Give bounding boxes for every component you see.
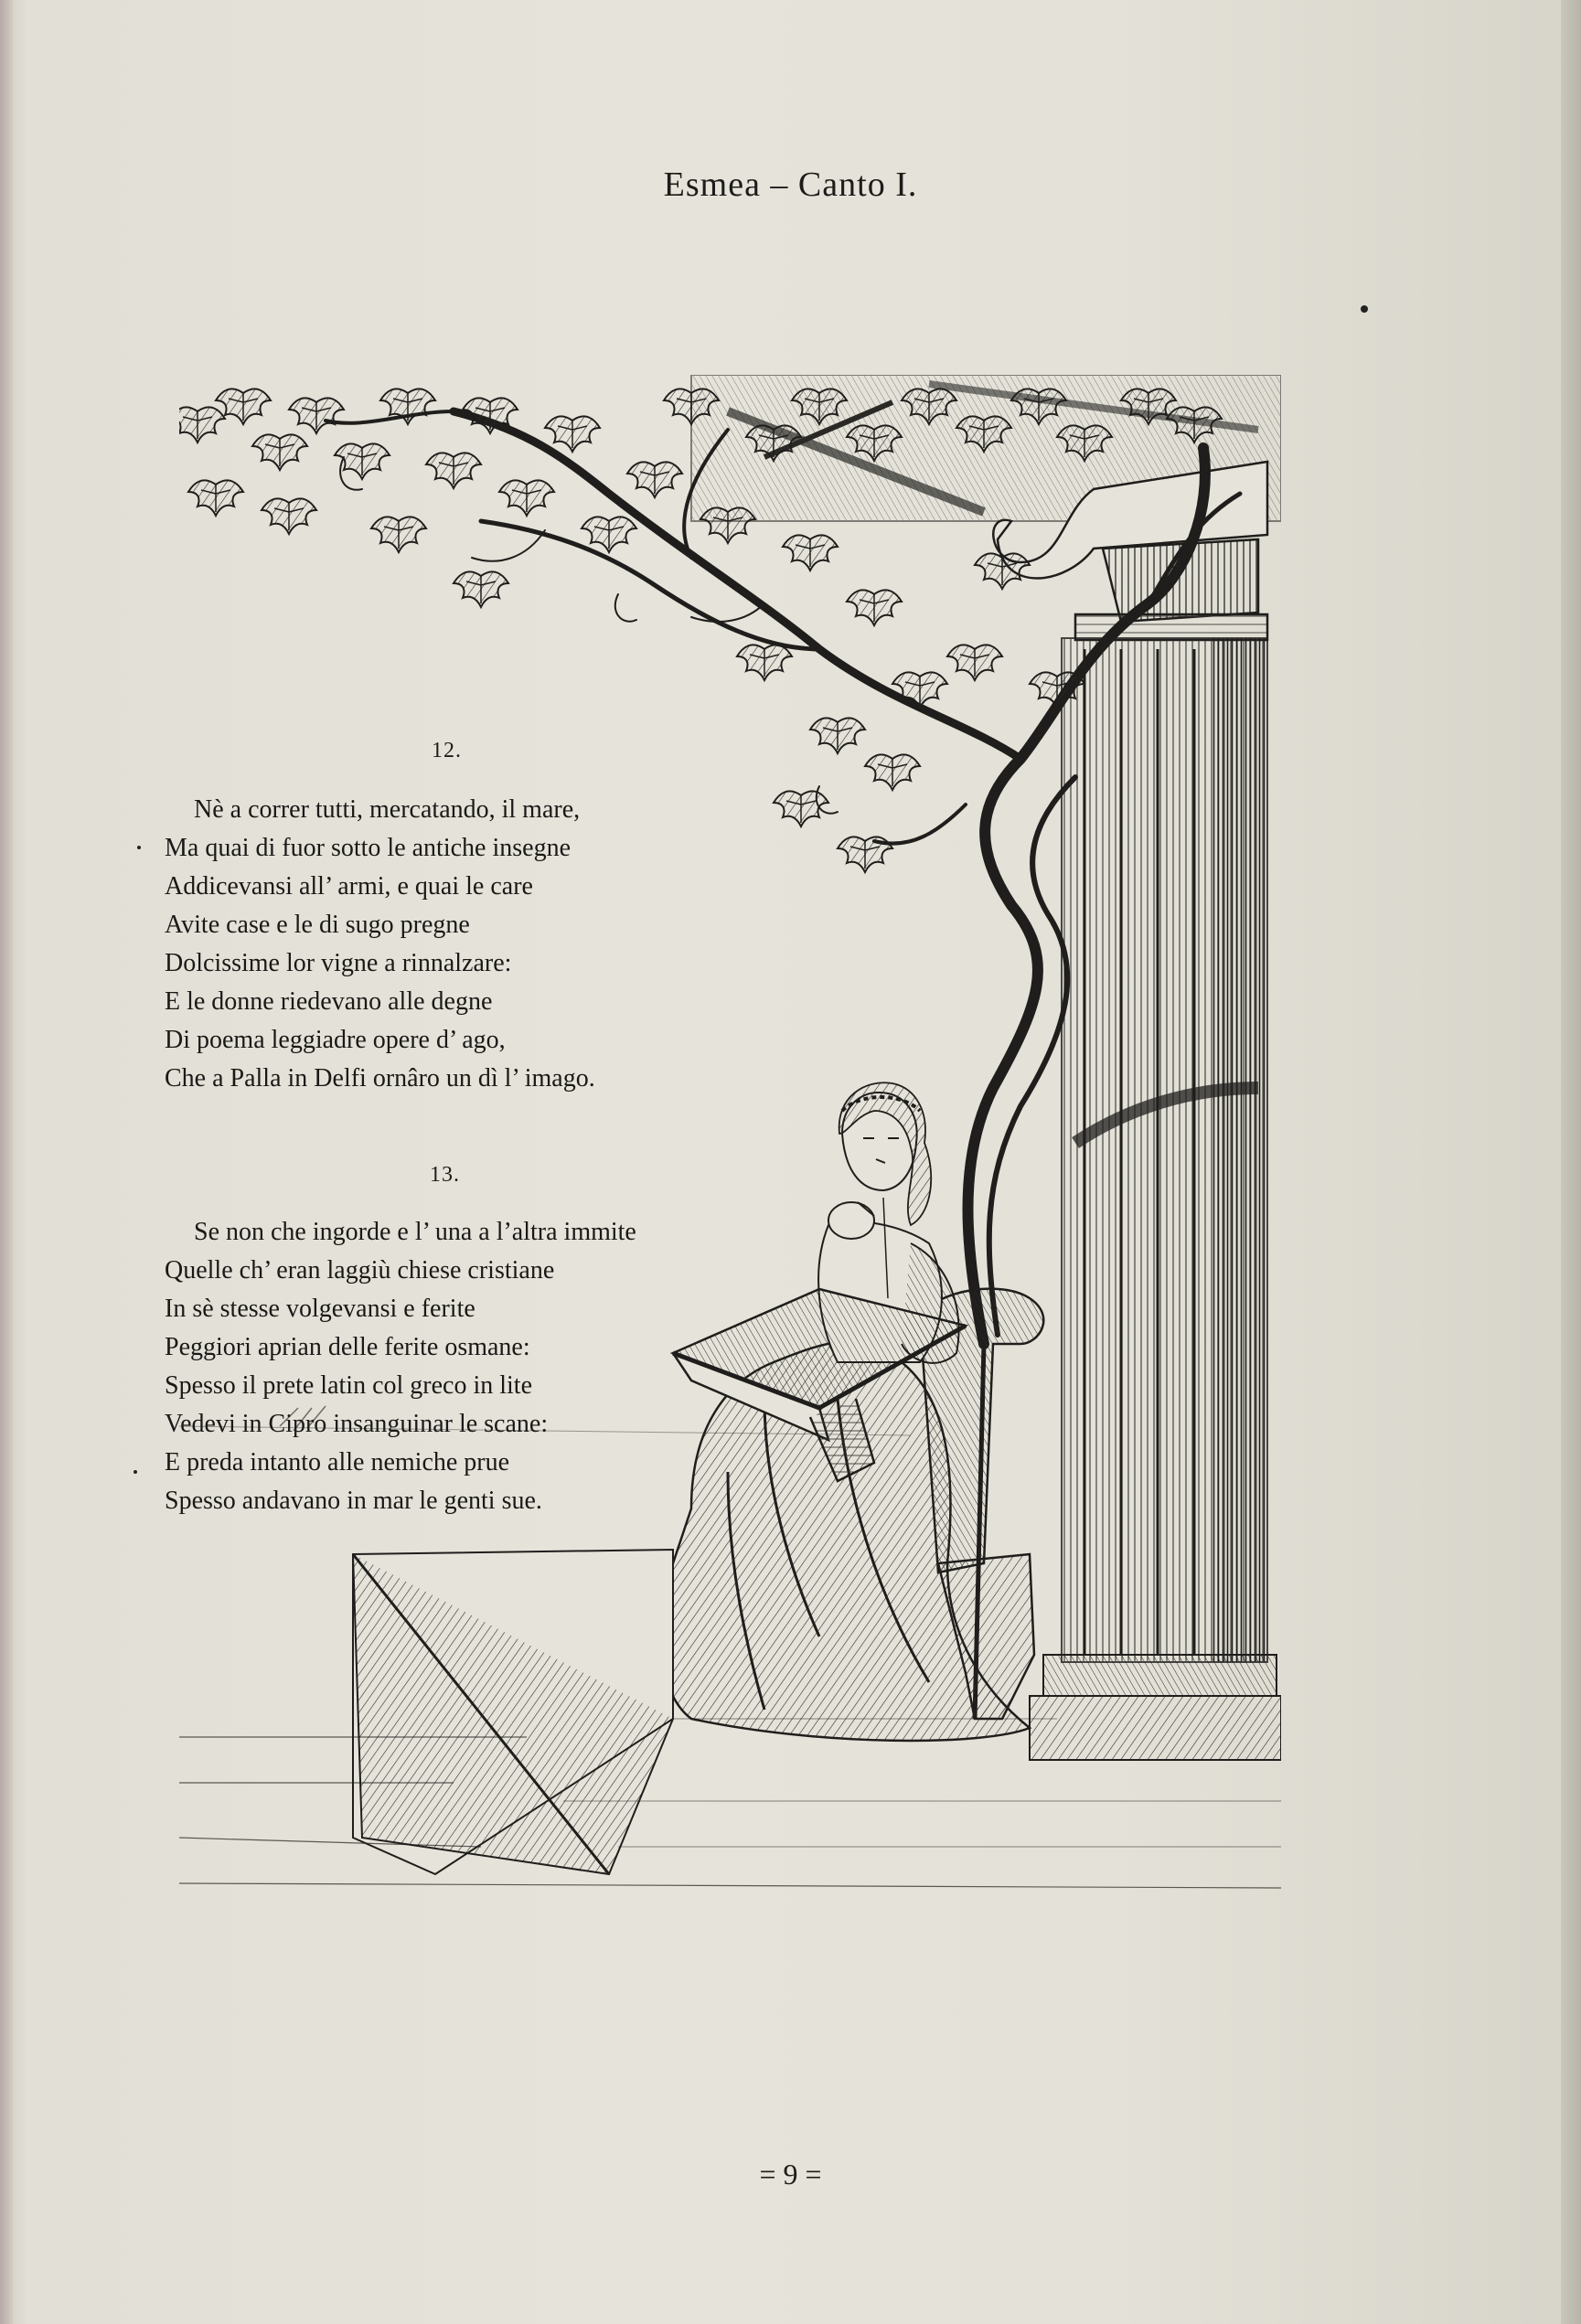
verse-line: Avite case e le di sugo pregne (165, 911, 470, 939)
ink-speck (1361, 305, 1368, 313)
page-number: = 9 = (759, 2158, 822, 2191)
ink-speck (137, 846, 141, 849)
verse-line: Che a Palla in Delfi ornâro un dì l’ imago. (165, 1064, 595, 1093)
stanza-number: 12. (432, 739, 462, 762)
verse-line: Quelle ch’ eran laggiù chiese cristiane (165, 1256, 555, 1285)
fluted-column (1030, 638, 1281, 1760)
verse-line: Dolcissime lor vigne a rinnalzare: (165, 949, 512, 977)
verse-line: In sè stesse volgevansi e ferite (165, 1295, 475, 1323)
verse-line: Ma quai di fuor sotto le antiche insegne (165, 834, 571, 862)
verse-line: Se non che ingorde e l’ una a l’altra immite (194, 1218, 636, 1246)
page-left-edge (0, 0, 13, 2324)
verse-line: Peggiori aprian delle ferite osmane: (165, 1333, 530, 1361)
verse-line: Spesso il prete latin col greco in lite (165, 1371, 533, 1400)
verse-line: Nè a correr tutti, mercatando, il mare, (194, 795, 581, 824)
ink-speck (134, 1470, 137, 1474)
verse-line: Spesso andavano in mar le genti sue. (165, 1487, 542, 1515)
verse-line: Vedevi in Cipro insanguinar le scane: (165, 1410, 549, 1438)
verse-line: Di poema leggiadre opere d’ ago, (165, 1026, 506, 1054)
verse-line: Addicevansi all’ armi, e quai le care (165, 872, 533, 901)
stanza-number: 13. (430, 1163, 460, 1187)
verse-line: E le donne riedevano alle degne (165, 987, 493, 1016)
page-right-edge (1561, 0, 1581, 2324)
running-head: Esmea – Canto I. (663, 165, 918, 204)
verse-line: E preda intanto alle nemiche prue (165, 1448, 510, 1476)
engraving-illustration (179, 375, 1281, 1894)
